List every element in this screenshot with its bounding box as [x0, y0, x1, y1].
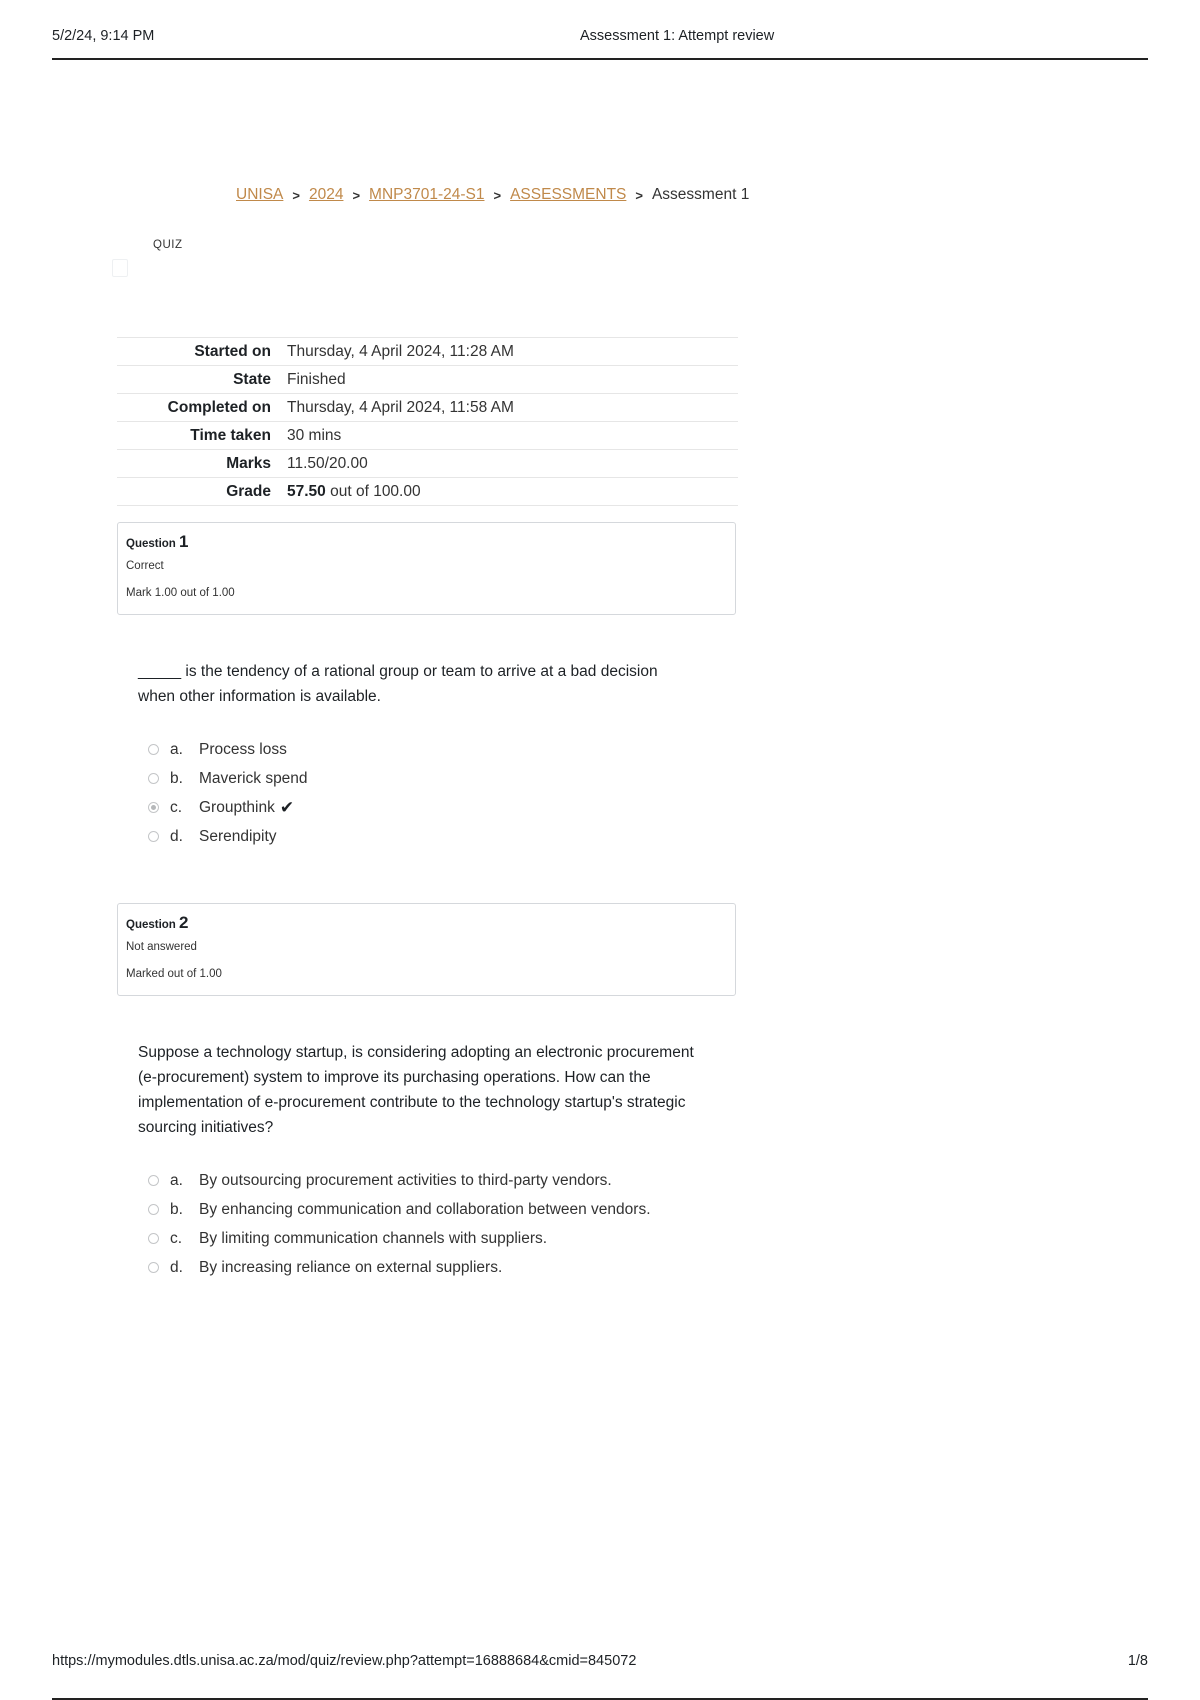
chevron-right-icon: >: [635, 187, 643, 203]
grade-out-of: out of 100.00: [330, 483, 421, 500]
answer-letter: a.: [170, 740, 183, 758]
radio-button[interactable]: [148, 831, 159, 842]
answer-option[interactable]: [148, 793, 308, 822]
chevron-right-icon: >: [292, 187, 300, 203]
breadcrumb-current: Assessment 1: [651, 186, 750, 203]
quiz-icon: [112, 259, 128, 277]
radio-button[interactable]: [148, 1204, 159, 1215]
answer-text: By increasing reliance on external suppliers.: [199, 1258, 503, 1276]
answer-option[interactable]: [148, 1224, 651, 1253]
question-1-info: [117, 522, 736, 615]
answer-option[interactable]: [148, 822, 308, 851]
print-footer: [52, 1648, 1148, 1700]
breadcrumb-link-assessments[interactable]: ASSESSMENTS: [510, 186, 627, 203]
summary-label: Completed on: [167, 399, 271, 416]
summary-row-state: [117, 366, 738, 394]
answer-text: By limiting communication channels with suppliers.: [199, 1229, 548, 1247]
answer-letter: d.: [170, 1258, 183, 1276]
question-1-answers: [148, 735, 308, 851]
chevron-right-icon: >: [493, 187, 502, 203]
answer-option[interactable]: [148, 735, 308, 764]
answer-text: Process loss: [199, 740, 287, 758]
summary-row-grade: [117, 478, 738, 506]
answer-option[interactable]: [148, 1166, 651, 1195]
summary-label: State: [233, 371, 271, 388]
activity-type-label: QUIZ: [153, 239, 183, 251]
radio-button[interactable]: [148, 773, 159, 784]
answer-text: By outsourcing procurement activities to third-party vendors.: [199, 1171, 612, 1189]
question-prefix: Question: [126, 538, 176, 550]
question-prefix: Question: [126, 919, 176, 931]
summary-value: 30 mins: [287, 427, 342, 444]
summary-value: Finished: [287, 371, 346, 388]
page-url: https://mymodules.dtls.unisa.ac.za/mod/quiz/review.php?attempt=16888684&cmid=845072: [52, 1653, 637, 1669]
question-2-answers: [148, 1166, 651, 1282]
answer-text: Maverick spend: [199, 769, 308, 787]
question-number: [126, 913, 189, 933]
answer-text: By enhancing communication and collaboration between vendors.: [199, 1200, 651, 1218]
question-grade: Marked out of 1.00: [126, 968, 222, 980]
summary-value: [281, 478, 738, 506]
question-state: Not answered: [126, 941, 197, 953]
summary-label: Grade: [226, 483, 271, 500]
summary-row-marks: [117, 450, 738, 478]
radio-button[interactable]: [148, 1233, 159, 1244]
breadcrumb: [236, 186, 749, 204]
question-number-value: 2: [179, 913, 189, 932]
answer-letter: b.: [170, 1200, 183, 1218]
summary-label: Started on: [194, 343, 271, 360]
print-header: [52, 26, 1148, 60]
question-number-value: 1: [179, 532, 189, 551]
summary-row-started: [117, 338, 738, 366]
print-page-title: Assessment 1: Attempt review: [580, 28, 775, 44]
answer-text: Serendipity: [199, 827, 277, 845]
answer-option[interactable]: [148, 1253, 651, 1282]
answer-letter: c.: [170, 798, 183, 816]
question-2-info: [117, 903, 736, 996]
radio-button[interactable]: [148, 1175, 159, 1186]
breadcrumb-link-year[interactable]: 2024: [308, 186, 344, 203]
breadcrumb-link-unisa[interactable]: UNISA: [236, 186, 284, 203]
answer-letter: d.: [170, 827, 183, 845]
print-date: 5/2/24, 9:14 PM: [52, 28, 155, 44]
attempt-summary-table: [117, 337, 738, 506]
summary-row-completed: [117, 394, 738, 422]
summary-label: Marks: [226, 455, 271, 472]
page-number: 1/8: [1127, 1653, 1148, 1669]
question-grade: Mark 1.00 out of 1.00: [126, 587, 235, 599]
chevron-right-icon: >: [352, 187, 361, 203]
question-1-text: _____ is the tendency of a rational group or team to arrive at a bad decision when other information is available.: [138, 663, 658, 705]
radio-button[interactable]: [148, 1262, 159, 1273]
answer-letter: b.: [170, 769, 183, 787]
summary-row-time-taken: [117, 422, 738, 450]
question-2-text: Suppose a technology startup, is considering adopting an electronic procurement (e-procurement) system to improve its purchasing operations. How can the implementation of e-procurement contribute to the technology startup's strategic sourcing initiatives?: [138, 1044, 694, 1136]
grade-value: 57.50: [287, 483, 326, 500]
answer-option[interactable]: [148, 1195, 651, 1224]
answer-option[interactable]: [148, 764, 308, 793]
radio-button-selected[interactable]: [148, 802, 159, 813]
question-state: Correct: [126, 560, 164, 572]
summary-label: Time taken: [190, 427, 271, 444]
summary-value: Thursday, 4 April 2024, 11:58 AM: [287, 399, 514, 416]
summary-value: Thursday, 4 April 2024, 11:28 AM: [287, 343, 514, 360]
answer-letter: a.: [170, 1171, 183, 1189]
answer-letter: c.: [170, 1229, 183, 1247]
checkmark-icon: ✔: [279, 797, 295, 817]
answer-text: Groupthink: [199, 798, 275, 816]
summary-value: 11.50/20.00: [287, 455, 368, 472]
question-number: [126, 532, 189, 552]
breadcrumb-link-course[interactable]: MNP3701-24-S1: [369, 186, 485, 203]
radio-button[interactable]: [148, 744, 159, 755]
